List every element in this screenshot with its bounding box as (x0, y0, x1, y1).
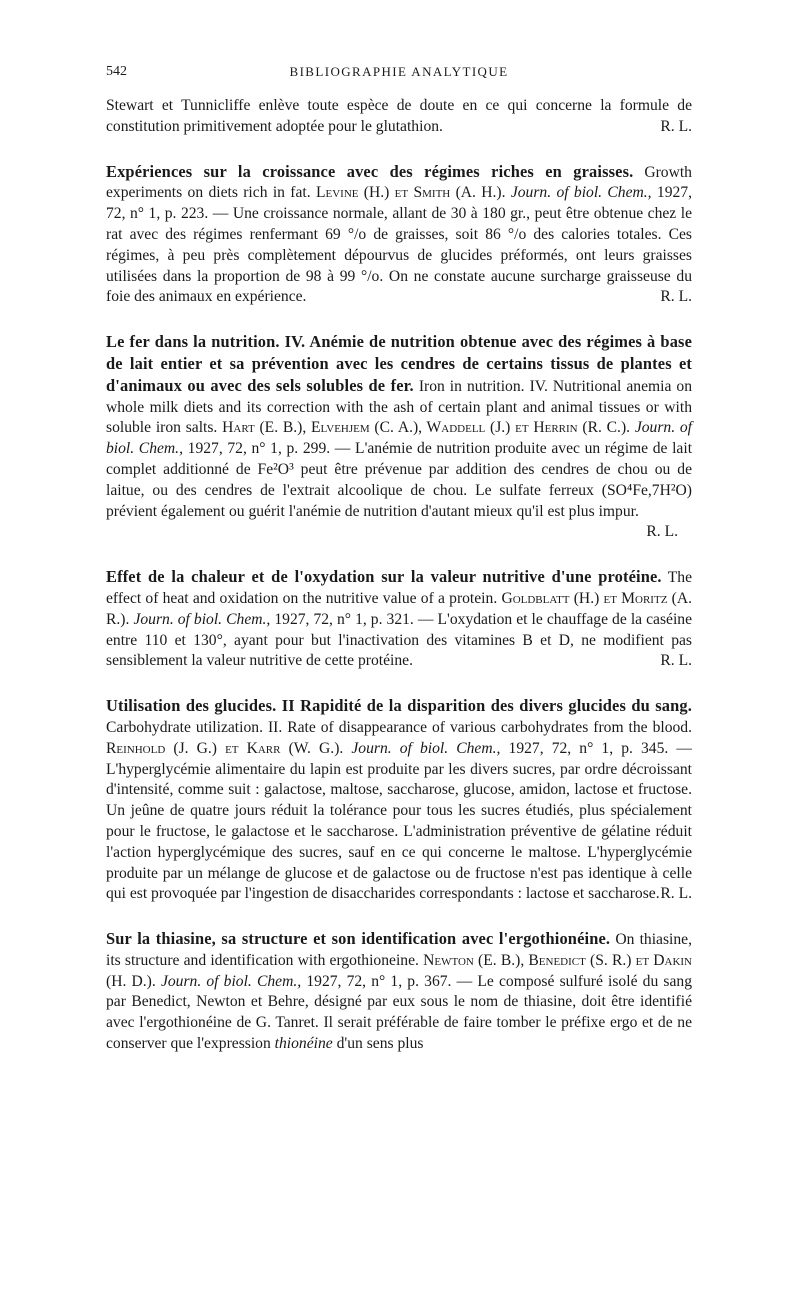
citation: 1927, 72, n° 1, p. 299. — (187, 440, 351, 458)
entry-text: Stewart et Tunnicliffe enlève toute espèce de doute en ce qui concerne la formule de constitution primitivement adoptée pour le glutathion. (106, 97, 692, 135)
abstractor-initials: R. L. (660, 288, 692, 306)
journal: Journ. of biol. Chem., (351, 739, 501, 757)
abstract-body: L'oxydation et le chauffage de la caséine entre 110 et 130°, ayant pour but l'inactivation des vitamines B et D, ne modifient pas sensiblement la valeur nutritive de cette protéine. (106, 610, 692, 670)
authors: Reinhold (J. G.) et Karr (W. G.). (106, 739, 344, 757)
abstract-body: Le composé sulfuré isolé du sang par Benedict, Newton et Behre, désigné par eux sous le nom de thiasine, doit être identifié avec l'ergothionéine de G. Tanret. Il serait préférable de faire tomber le préfixe ergo et de ne conserver que l'expression (106, 972, 692, 1053)
entry-thiasine (106, 929, 692, 1055)
entry-heading: Le fer dans la nutrition. IV. Anémie de nutrition obtenue avec des régimes à base de lait entier et sa prévention avec les cendres de certains tissus de plantes et d'animaux ou avec des sels solubles de fer. (106, 332, 692, 395)
english-title: Iron in nutrition. IV. Nutritional anemia on whole milk diets and its correction with the ash of certain plant and animal tissues or with soluble iron salts. (106, 377, 692, 437)
abstractor-initials: R. L. (646, 523, 678, 541)
journal: Journ. of biol. Chem., (133, 610, 271, 628)
abstractor-initials: R. L. (660, 117, 692, 135)
citation: 1927, 72, n° 1, p. 367. — (306, 972, 473, 990)
page-number: 542 (106, 64, 127, 79)
abstract-body: Une croissance normale, allant de 30 à 180 gr., peut être obtenue chez le rat avec des régimes renfermant 69 °/o de graisses, soit 86 °/o des calories totales. Ces régimes, à peu près complètement dépourvus de glucides préformés, ont leurs graisses utilisées dans la proportion de 98 à 99 °/o. On ne constate aucune surcharge graisseuse du foie des animaux en expérience. (106, 205, 692, 306)
journal: Journ. of biol. Chem., (510, 184, 652, 202)
abstractor-initials: R. L. (660, 885, 692, 903)
english-title: On thiasine, its structure and identification with ergothioneine. (106, 931, 692, 969)
authors: Newton (E. B.), Benedict (S. R.) et Dakin (H. D.). (106, 951, 693, 990)
journal: Journ. of biol. Chem., (160, 972, 302, 990)
entry-croissance (106, 162, 692, 309)
entry-heading: Utilisation des glucides. II Rapidité de la disparition des divers glucides du sang. (106, 696, 692, 716)
entry-heading: Effet de la chaleur et de l'oxydation sur la valeur nutritive d'une protéine. (106, 567, 662, 587)
english-title: Carbohydrate utilization. II. Rate of disappearance of various carbohydrates from the blood. (106, 718, 692, 736)
citation: 1927, 72, n° 1, p. 223. — (106, 184, 693, 223)
entry-glucides (106, 696, 692, 905)
running-title: BIBLIOGRAPHIE ANALYTIQUE (289, 64, 509, 79)
english-title: The effect of heat and oxidation on the nutritive value of a protein. (106, 569, 692, 607)
entry-glutathion-tail (106, 96, 692, 138)
authors: Levine (H.) et Smith (A. H.). (315, 184, 506, 202)
abstract-body-italic: thionéine (274, 1035, 333, 1053)
abstract-body: L'hyperglycémie alimentaire du lapin est produite par les divers sucres, par ordre décroissant d'intensité, comme suit : galactose, maltose, saccharose, glucose, amidon, lactose et fructose. Un jeûne de quatre jours réduit la tolérance pour tous les sucres étudiés, plus spécialement pour le fructose, le galactose et le saccharose. L'administration préventive de gélatine réduit l'action hyperglycémique des sucres, sauf en ce qui concerne le maltose. L'hyperglycémie produite par un mélange de glucose et de galactose ou de fructose n'est pas identique à celle qui est provoquée par l'ingestion de disaccharides correspondants : lactose et saccharose. (106, 760, 692, 903)
journal: Journ. of biol. Chem., (106, 419, 693, 458)
authors: Goldblatt (H.) et Moritz (A. R.). (106, 589, 692, 628)
signature-line (106, 522, 692, 543)
entry-heading: Expériences sur la croissance avec des régimes riches en graisses. (106, 161, 634, 181)
abstractor-initials: R. L. (660, 652, 692, 670)
entry-heading: Sur la thiasine, sa structure et son identification avec l'ergothionéine. (106, 929, 611, 949)
entry-fer (106, 332, 692, 522)
running-head (106, 64, 692, 86)
citation: 1927, 72, n° 1, p. 345. — (508, 739, 692, 757)
abstract-body: L'anémie de nutrition produite avec un régime de lait complet additionné de Fe²O³ peut être prévenue par addition des cendres de chou ou de laitue, ou des cendres de l'extrait alcoolique de chou. Le sulfate ferreux (SO⁴Fe,7H²O) prévient également ou guérit l'anémie de nutrition d'autant mieux qu'il est plus impur. (106, 440, 693, 520)
citation: 1927, 72, n° 1, p. 321. — (274, 610, 434, 628)
english-title: Growth experiments on diets rich in fat. (106, 163, 692, 202)
abstract-body-end: d'un sens plus (336, 1035, 424, 1053)
entry-chaleur (106, 567, 692, 672)
authors: Hart (E. B.), Elvehjem (C. A.), Waddell (J.) et Herrin (R. C.). (222, 419, 631, 437)
